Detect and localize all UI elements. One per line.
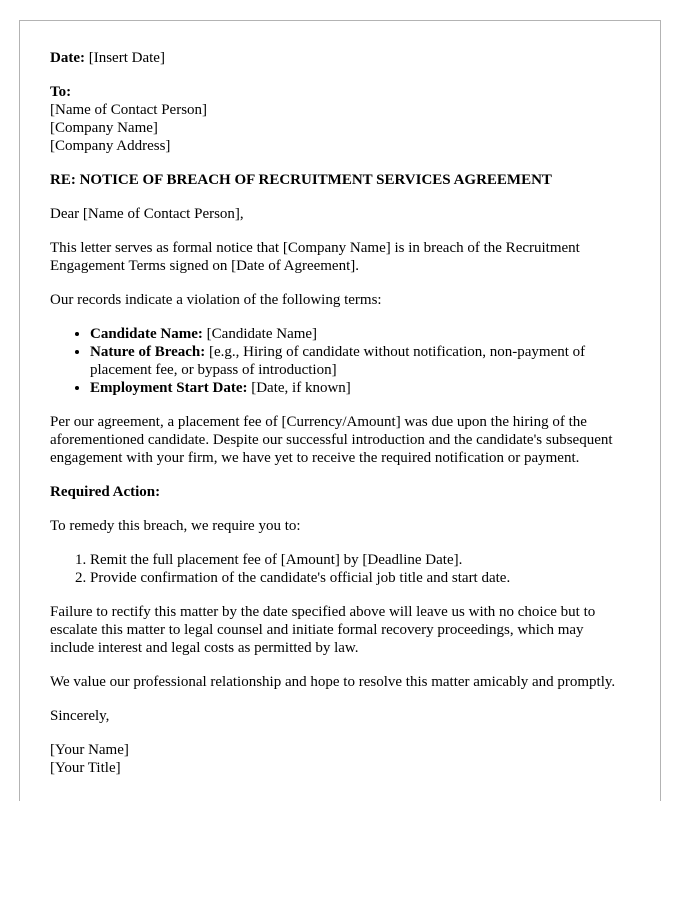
- remedy-intro: To remedy this breach, we require you to:: [50, 518, 301, 534]
- signature-title: [Your Title]: [50, 760, 121, 776]
- letter-body: [20, 21, 660, 777]
- violation-value: [e.g., Hiring of candidate without notification, non-payment of placement fee, or bypass of introduction]: [90, 344, 586, 378]
- list-item: [90, 343, 630, 379]
- signature-block: [50, 741, 630, 777]
- subject-line: RE: NOTICE OF BREACH OF RECRUITMENT SERVICES AGREEMENT: [50, 172, 552, 188]
- signature-name: [Your Name]: [50, 742, 129, 758]
- date-line: [50, 49, 630, 67]
- intro-paragraph: This letter serves as formal notice that [Company Name] is in breach of the Recruitment Engagement Terms signed on [Date of Agreement].: [50, 240, 580, 274]
- violations-list: [50, 325, 630, 397]
- actions-list: [50, 551, 630, 587]
- failure-paragraph: Failure to rectify this matter by the date specified above will leave us with no choice but to escalate this matter to legal counsel and initiate formal recovery proceedings, which may include interest and legal costs as permitted by law.: [50, 604, 596, 656]
- violation-value: [Date, if known]: [251, 380, 351, 396]
- date-label: Date:: [50, 50, 85, 66]
- required-action-heading: Required Action:: [50, 484, 161, 500]
- violation-value: [Candidate Name]: [206, 326, 318, 342]
- violation-label: Employment Start Date:: [90, 380, 248, 396]
- date-value: [Insert Date]: [88, 50, 165, 66]
- recipient-company: [Company Name]: [50, 120, 158, 136]
- violation-label: Candidate Name:: [90, 326, 203, 342]
- agreement-paragraph: Per our agreement, a placement fee of [Currency/Amount] was due upon the hiring of the aforementioned candidate. Despite our successful introduction and the candidate's subsequent engagement with your firm, we have yet to receive the required notification or payment.: [50, 414, 613, 466]
- records-intro: Our records indicate a violation of the following terms:: [50, 292, 382, 308]
- letter-page: [19, 20, 661, 801]
- salutation: Dear [Name of Contact Person],: [50, 206, 244, 222]
- list-item: [90, 325, 630, 343]
- signoff: Sincerely,: [50, 708, 110, 724]
- list-item: [90, 379, 630, 397]
- recipient-block: [50, 83, 630, 155]
- to-label: To:: [50, 84, 72, 100]
- violation-label: Nature of Breach:: [90, 344, 206, 360]
- recipient-address: [Company Address]: [50, 138, 171, 154]
- closing-paragraph: We value our professional relationship and hope to resolve this matter amicably and promptly.: [50, 674, 616, 690]
- list-item: 2. Provide confirmation of the candidate's official job title and start date.: [90, 569, 630, 587]
- list-item: 1. Remit the full placement fee of [Amount] by [Deadline Date].: [90, 551, 630, 569]
- recipient-contact: [Name of Contact Person]: [50, 102, 208, 118]
